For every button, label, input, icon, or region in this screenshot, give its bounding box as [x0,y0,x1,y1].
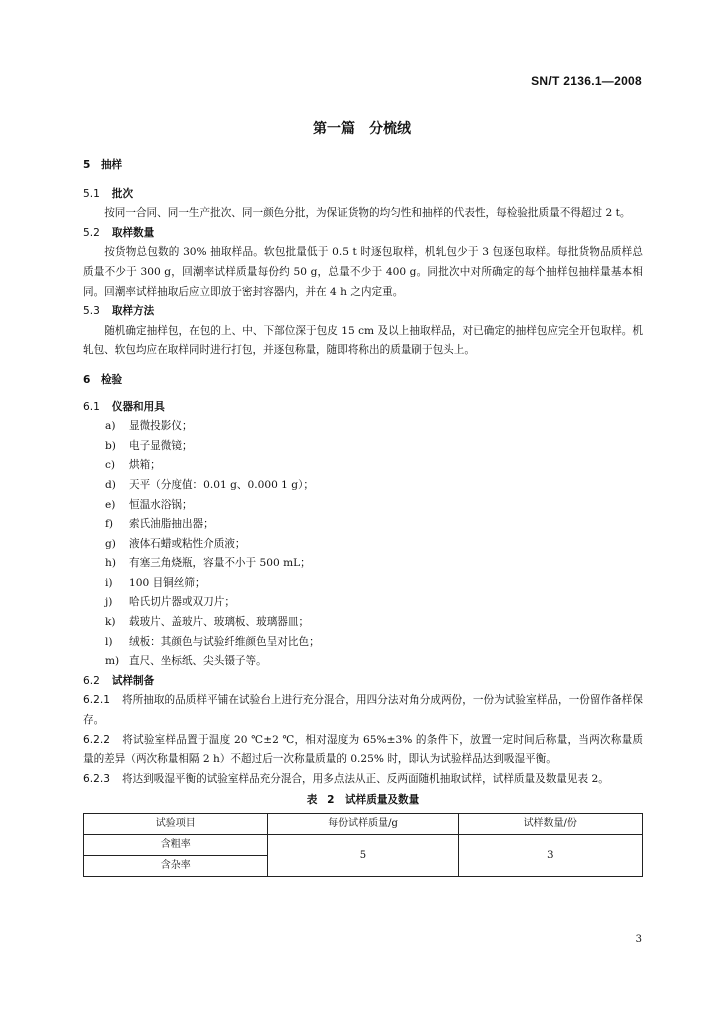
list-label: b) [105,439,116,452]
table-cell: 含杂率 [84,856,268,877]
document-body [83,156,643,877]
table-cell: 含粗率 [84,835,268,856]
list-label: i) [105,576,113,589]
part-title: 第一篇 分梳绒 [313,121,411,137]
section-6-2-heading [83,672,643,692]
table-cell-count: 3 [458,835,642,877]
clause-text: 将达到吸湿平衡的试验室样品充分混合，用多点法从正、反两面随机抽取试样，试样质量及数量见表 2。 [121,772,609,785]
list-item [105,496,643,516]
list-text: 100 目铜丝筛； [129,576,206,589]
section-title: 取样方法 [111,305,155,318]
list-item [105,554,643,574]
list-text: 有塞三角烧瓶，容量不小于 500 mL； [129,557,311,570]
list-label: a) [105,420,116,433]
clause-text: 将所抽取的品质样平铺在试验台上进行充分混合，用四分法对角分成两份，一份为试验室样品，一份留作备样保存。 [83,694,643,727]
sample-table [83,813,643,877]
list-label: g) [105,537,116,550]
section-title: 仪器和用具 [111,400,165,413]
table-cell-mass: 5 [268,835,458,877]
list-text: 天平（分度值：0.01 g、0.000 1 g）； [129,478,314,491]
section-5-2-heading [83,224,643,244]
list-item [105,476,643,496]
column-header: 试验项目 [84,814,268,835]
list-label: m) [105,655,120,668]
list-item [105,613,643,633]
clause-number: 6.2.1 [83,694,110,707]
section-5-heading: 5 抽样 [83,159,123,171]
list-item [105,515,643,535]
section-6-heading: 6 检验 [83,373,123,386]
equipment-list [83,417,643,672]
list-item [105,652,643,672]
section-6-2-2-text [83,731,643,770]
list-text: 绒板：其颜色与试验纤维颜色呈对比色； [129,635,320,648]
list-item [105,437,643,457]
section-5-3-heading [83,302,643,322]
section-6-1-heading [83,398,643,418]
section-6-2-3-text [83,770,643,790]
list-item [105,456,643,476]
section-number: 6.1 [83,400,100,413]
list-text: 电子显微镜； [129,439,193,452]
list-label: k) [105,616,116,629]
column-header: 每份试样质量/g [268,814,458,835]
list-text: 液体石蜡或粘性介质液； [129,537,246,550]
clause-number: 6.2.2 [83,733,110,746]
section-number: 5.1 [83,187,100,200]
section-title: 取样数量 [111,226,155,239]
section-6-2-1-text [83,691,643,730]
list-text: 恒温水浴锅； [129,498,193,511]
section-title: 试样制备 [111,674,155,687]
clause-text: 将试验室样品置于温度 20 ℃±2 ℃，相对湿度为 65%±3% 的条件下，放置一定时间后称量，当两次称量质量的差异（两次称量相隔 2 h）不超过后一次称量质量的 0.25% 时，即认为试验样品达到吸湿平衡。 [83,733,643,766]
list-item [105,417,643,437]
list-text: 索氏油脂抽出器； [129,518,214,531]
section-5-2-text: 按货物总包数的 30% 抽取样品。软包批量低于 0.5 t 时逐包取样，机轧包少于 3 包逐包取样。每批货物品质样总质量不少于 300 g，回潮率试样质量每份约 50 g，总量不少于 400 g。同批次中对所确定的每个抽样包抽样量基本相同。回潮率试样抽取后应立即放于密封容器内，并在 4 h 之内定重。 [83,246,643,298]
list-text: 烘箱； [129,459,161,472]
list-item [105,593,643,613]
list-text: 直尺、坐标纸、尖头镊子等。 [129,655,267,668]
list-item [105,574,643,594]
list-text: 载玻片、盖玻片、玻璃板、玻璃器皿； [129,616,310,629]
list-label: h) [105,557,116,570]
list-label: j) [105,596,113,609]
section-title: 批次 [111,187,134,200]
section-number: 5.2 [83,226,100,239]
clause-number: 6.2.3 [83,772,110,785]
column-header: 试样数量/份 [458,814,642,835]
section-5-3-text: 随机确定抽样包，在包的上、中、下部位深于包皮 15 cm 及以上抽取样品，对已确定的抽样包应完全开包取样。机轧包、软包均应在取样同时进行打包，并逐包称量，随即将称出的质量刷于包头上。 [83,324,643,357]
list-item [105,633,643,653]
list-label: d) [105,478,116,491]
section-number: 5.3 [83,305,100,318]
standard-code: SN/T 2136.1—2008 [531,74,642,88]
list-label: e) [105,498,116,511]
section-5-1-text: 按同一合同、同一生产批次、同一颜色分批，为保证货物的均匀性和抽样的代表性，每检验批质量不得超过 2 t。 [104,207,631,220]
list-label: c) [105,459,116,472]
table-caption: 表 2 试样质量及数量 [306,794,420,807]
list-text: 显微投影仪； [129,420,193,433]
page-number: 3 [635,934,642,945]
list-label: l) [105,635,113,648]
table-header-row [84,814,643,835]
table-row [84,835,643,856]
section-5-1-heading [83,185,643,205]
list-label: f) [105,518,114,531]
section-number: 6.2 [83,674,100,687]
list-item [105,535,643,555]
list-text: 哈氏切片器或双刀片； [129,596,235,609]
